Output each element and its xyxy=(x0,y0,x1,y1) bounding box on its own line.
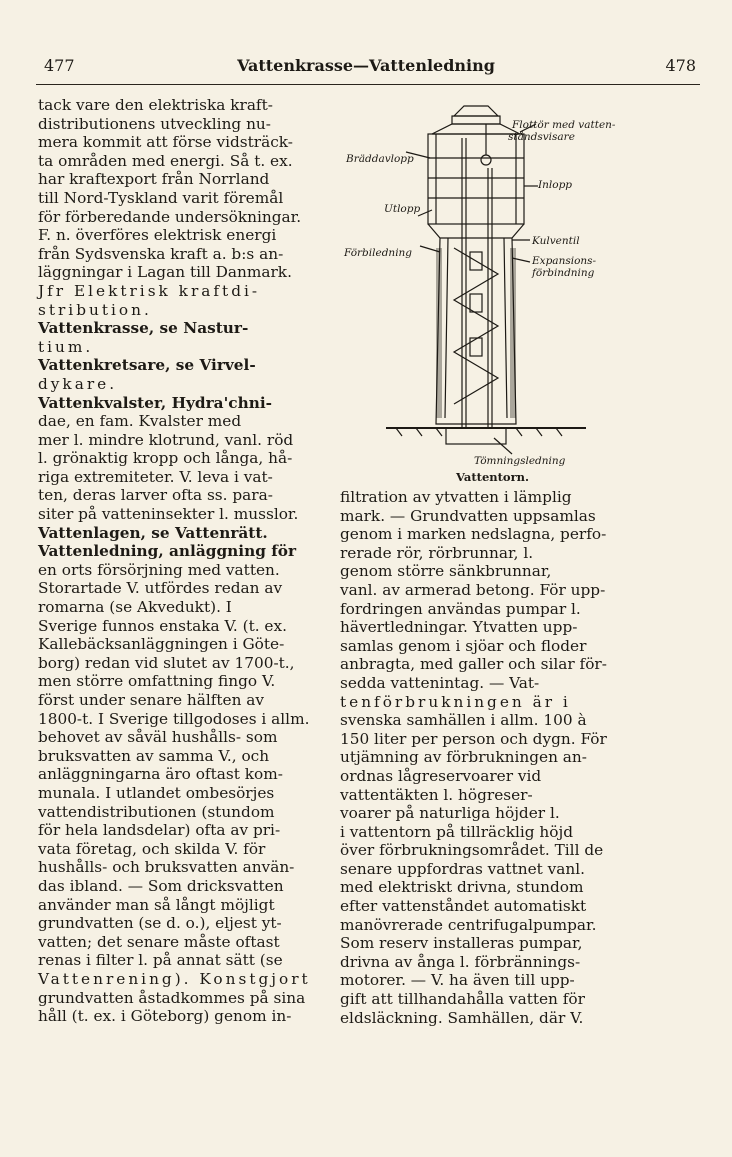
text-line: Jfr Elektrisk kraftdi- xyxy=(38,281,261,300)
text-line: bruksvatten av samma V., och xyxy=(38,746,270,765)
label-kulventil: Kulventil xyxy=(532,235,580,247)
text-line: över förbrukningsområdet. Till de xyxy=(340,841,604,860)
text-line: hävertledningar. Ytvatten upp- xyxy=(340,618,578,637)
label-expansion: Expansions- xyxy=(532,255,597,267)
figure-caption: Vattentorn. xyxy=(456,470,530,484)
text-line: siter på vatteninsekter l. musslor. xyxy=(38,505,299,524)
text-line: i vattentorn på tillräcklig höjd xyxy=(340,822,574,841)
text-line: men större omfattning fingo V. xyxy=(38,672,276,691)
text-line: voarer på naturliga höjder l. xyxy=(340,804,560,823)
right-column xyxy=(340,488,626,1027)
text-line: grundvatten (se d. o.), eljest yt- xyxy=(38,914,282,933)
text-line: mera kommit att förse vidsträck- xyxy=(38,133,293,152)
label-tomningsledning: Tömningsledning xyxy=(474,455,566,467)
text-line: använder man så långt möjligt xyxy=(38,895,275,914)
text-line: senare uppfordras vattnet vanl. xyxy=(340,859,585,878)
text-line: hushålls- och bruksvatten använ- xyxy=(38,858,295,877)
text-line: rerade rör, rörbrunnar, l. xyxy=(340,543,534,562)
text-line: först under senare hälften av xyxy=(38,691,265,709)
text-line: stribution. xyxy=(38,300,152,319)
text-line: ta områden med energi. Så t. ex. xyxy=(38,151,293,170)
text-line: mer l. mindre klotrund, vanl. röd xyxy=(38,430,294,449)
text-line: vatten; det senare måste oftast xyxy=(38,932,280,951)
text-line: das ibland. — Som dricksvatten xyxy=(38,876,284,895)
text-line: renas i filter l. på annat sätt (se xyxy=(38,951,283,970)
text-line: mark. — Grundvatten uppsamlas xyxy=(340,506,596,525)
text-line: för förberedande undersökningar. xyxy=(38,207,302,226)
text-line: distributionens utveckling nu- xyxy=(38,114,271,133)
text-line: anbragta, med galler och silar för- xyxy=(340,655,607,674)
text-line: vattentäkten l. högreser- xyxy=(340,785,533,804)
text-line: Vattenrening). Konstgjort xyxy=(38,969,311,988)
text-line: grundvatten åstadkommes på sina xyxy=(38,988,306,1007)
text-line: munala. I utlandet ombesörjes xyxy=(38,783,275,802)
text-line: för hela landsdelar) ofta av pri- xyxy=(38,821,281,840)
entry-vattenkvalster: Vattenkvalster, Hydra'chni- xyxy=(38,393,272,412)
text-line: svenska samhällen i allm. 100 à xyxy=(340,711,587,730)
text-line: har kraftexport från Norrland xyxy=(38,170,270,189)
text-line: tenförbrukningen är i xyxy=(340,692,571,711)
text-line: romarna (se Akvedukt). I xyxy=(38,598,232,617)
label-inlopp: Inlopp xyxy=(538,179,573,191)
text-line: Storartade V. utfördes redan av xyxy=(38,579,283,598)
entry-vattenlagen: Vattenlagen, se Vattenrätt. xyxy=(38,523,268,542)
text-line: vattendistributionen (stundom xyxy=(38,802,275,821)
label-utlopp: Utlopp xyxy=(384,203,421,215)
left-column xyxy=(38,96,325,1026)
text-line: ten, deras larver ofta ss. para- xyxy=(38,486,273,505)
text-line: samlas genom i sjöar och floder xyxy=(340,636,587,655)
text-line: genom i marken nedslagna, perfo- xyxy=(340,525,607,544)
text-line: behovet av såväl hushålls- som xyxy=(38,728,278,747)
text-line: manövrerade centrifugalpumpar. xyxy=(340,915,597,934)
text-line: läggningar i Lagan till Danmark. xyxy=(38,263,292,282)
text-line: dae, en fam. Kvalster med xyxy=(38,412,242,431)
label-braddavlopp: Bräddavlopp xyxy=(346,153,414,165)
text-line: ordnas lågreservoarer vid xyxy=(340,766,542,785)
text-line: motorer. — V. ha även till upp- xyxy=(340,971,575,990)
text-line: borg) redan vid slutet av 1700-t., xyxy=(38,653,295,672)
text-line: utjämning av förbrukningen an- xyxy=(340,748,587,767)
text-line: Sverige funnos enstaka V. (t. ex. xyxy=(38,616,287,635)
text-line: l. grönaktig kropp och långa, hå- xyxy=(38,449,293,468)
text-line: Kallebäcksanläggningen i Göte- xyxy=(38,635,285,654)
page-number-right: 478 xyxy=(665,56,696,75)
text-line: Som reserv installeras pumpar, xyxy=(340,934,583,953)
entry-vattenkretsare: Vattenkretsare, se Virvel- xyxy=(38,356,256,375)
text-line: från Sydsvenska kraft a. b:s an- xyxy=(38,244,284,263)
text-line: filtration av ytvatten i lämplig xyxy=(340,488,572,506)
label-forbiledning: Förbiledning xyxy=(344,247,413,259)
text-line: vanl. av armerad betong. För upp- xyxy=(340,580,606,599)
text-line: riga extremiteter. V. leva i vat- xyxy=(38,467,273,486)
page-number-left: 477 xyxy=(44,56,75,75)
label-expansion-2: förbindning xyxy=(532,267,595,279)
running-title: Vattenkrasse—Vattenledning xyxy=(237,56,495,75)
text-line: F. n. överföres elektrisk energi xyxy=(38,226,277,245)
text-line: håll (t. ex. i Göteborg) genom in- xyxy=(38,1007,292,1026)
water-tower-figure xyxy=(336,98,636,488)
text-line: anläggningarna äro oftast kom- xyxy=(38,765,283,784)
text-line: efter vattenståndet automatiskt xyxy=(340,897,587,916)
label-flottor: Flottör med vatten- xyxy=(512,119,616,131)
text-line: med elektriskt drivna, stundom xyxy=(340,878,584,897)
text-line: dykare. xyxy=(38,374,118,393)
text-line: gift att tillhandahålla vatten för xyxy=(340,990,585,1009)
text-line: drivna av ånga l. förbrännings- xyxy=(340,952,581,971)
page-header xyxy=(36,56,696,78)
text-line: fordringen användas pumpar l. xyxy=(340,599,581,618)
text-line: 150 liter per person och dygn. För xyxy=(340,729,607,748)
text-line: vata företag, och skilda V. för xyxy=(38,839,266,858)
text-line: en orts försörjning med vatten. xyxy=(38,560,280,579)
text-line: genom större sänkbrunnar, xyxy=(340,562,552,581)
text-line: tium. xyxy=(38,337,94,356)
entry-vattenledning: Vattenledning, anläggning för xyxy=(38,542,297,561)
header-rule xyxy=(36,84,700,85)
text-line: sedda vattenintag. — Vat- xyxy=(340,673,540,692)
text-line: eldsläckning. Samhällen, där V. xyxy=(340,1008,584,1027)
text-line: till Nord-Tyskland varit föremål xyxy=(38,188,284,207)
text-line: 1800-t. I Sverige tillgodoses i allm. xyxy=(38,709,310,728)
text-line: tack vare den elektriska kraft- xyxy=(38,96,273,114)
label-flottor-2: ståndsvisare xyxy=(508,131,575,143)
entry-vattenkrasse: Vattenkrasse, se Nastur- xyxy=(38,319,249,338)
